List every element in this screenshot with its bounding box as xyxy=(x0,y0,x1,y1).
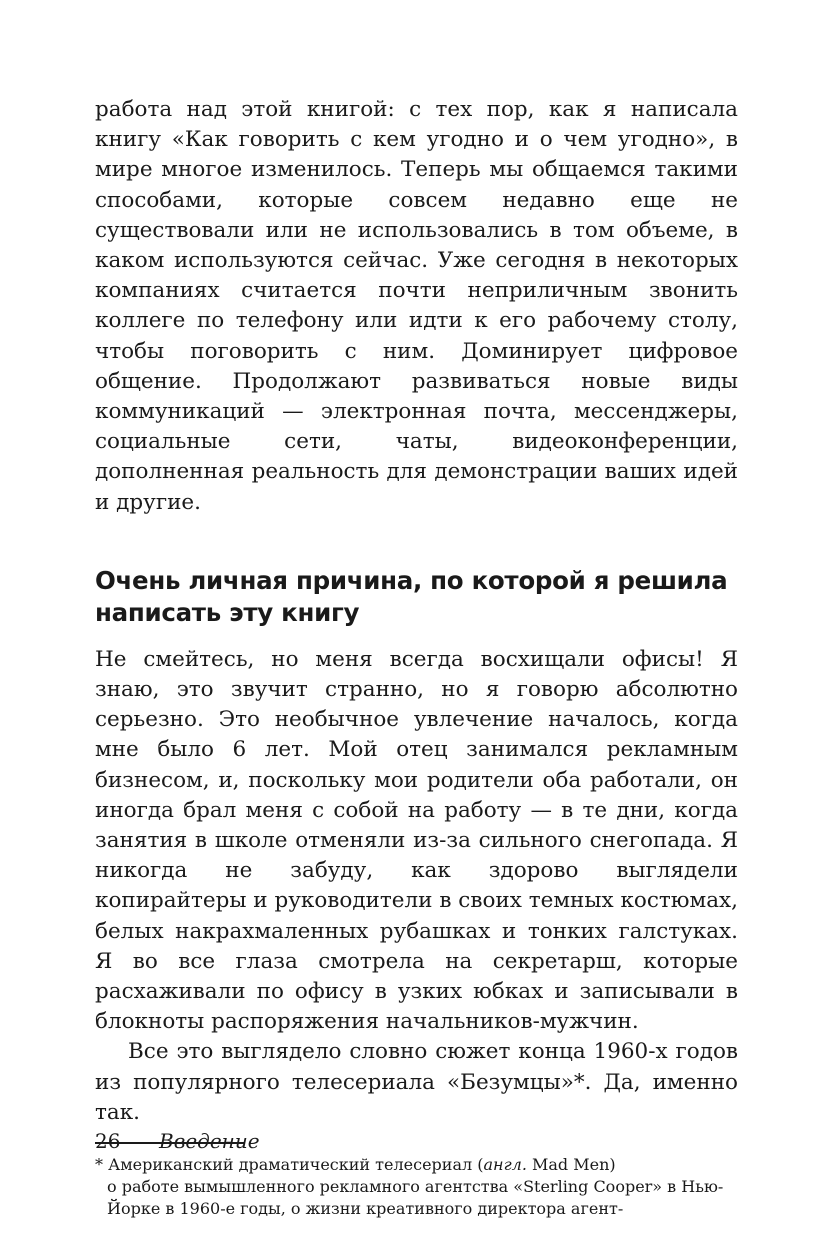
footnote-lang: англ. xyxy=(483,1155,527,1175)
body-paragraph: Все это выглядело словно сюжет конца 1960-х годов из популярного телесериала «Безумцы»*. Да, именно так. xyxy=(95,1039,738,1125)
body-paragraph: работа над этой книгой: с тех пор, как я написала книгу «Как говорить с кем угодно и о чем угодно», в мире многое изменилось. Теперь мы общаемся такими способами, которые совсем недавно еще не существовали или не использовались в том объеме, в каком используются сейчас. Уже сегодня в некоторых компаниях считается почти неприличным звонить коллеге по телефону или идти к его рабочему столу, чтобы поговорить с ним. Доминирует цифровое общение. Продолжают развиваться новые виды коммуникаций — электронная почта, мессенджеры, социальные сети, чаты, видеоконференции, дополненная реальность для демонстрации ваших идей и другие. xyxy=(95,97,738,515)
section-heading: Очень личная причина, по которой я решила написать эту книгу xyxy=(95,565,728,627)
page-footer xyxy=(95,1128,260,1154)
footnote-continuation: о работе вымышленного рекламного агентства «Sterling Cooper» в Нью-Йорке в 1960-е годы, о жизни креативного директора агент- xyxy=(107,1177,724,1219)
footnote-lead: * Американский драматический телесериал ( xyxy=(95,1155,484,1175)
body-paragraph: Не смейтесь, но меня всегда восхищали офисы! Я знаю, это звучит странно, но я говорю абсолютно серьезно. Это необычное увлечение началось, когда мне было 6 лет. Мой отец занимался рекламным бизнесом, и, поскольку мои родители оба работали, он иногда брал меня с собой на работу — в те дни, когда занятия в школе отменяли из-за сильного снегопада. Я никогда не забуду, как здорово выглядели копирайтеры и руководители в своих темных костюмах, белых накрахмаленных рубашках и тонких галстуках. Я во все глаза смотрела на секретарш, которые расхаживали по офису в узких юбках и записывали в блокноты распоряжения начальников-мужчин. xyxy=(95,646,738,1035)
running-section-title: Введение xyxy=(159,1129,260,1153)
footnote-tail: Mad Men) xyxy=(526,1155,616,1175)
page-number: 26 xyxy=(95,1129,121,1153)
page-body xyxy=(95,95,738,1220)
footnote xyxy=(95,1154,738,1220)
